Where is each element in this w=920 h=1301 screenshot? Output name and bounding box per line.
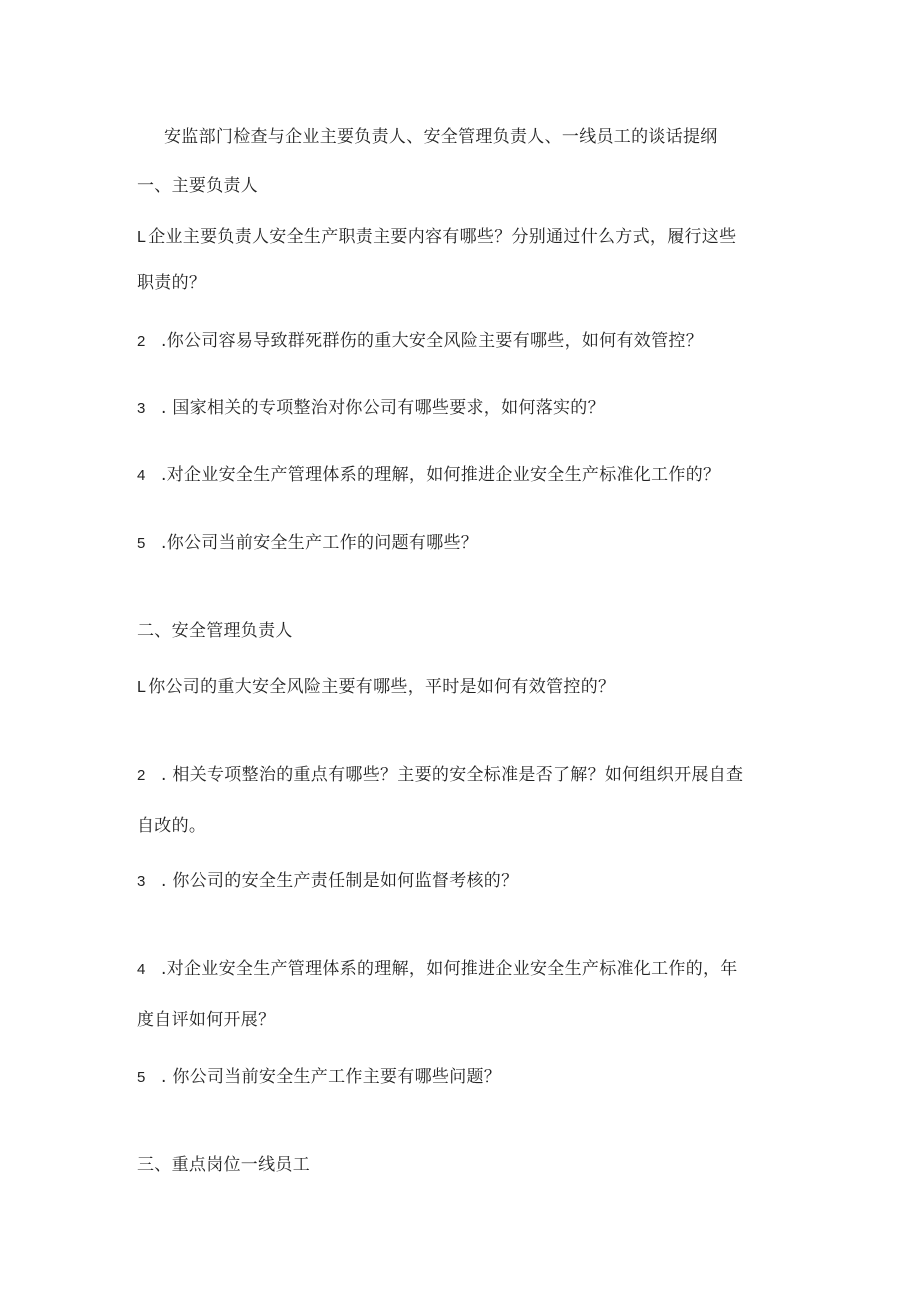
item-text: . 你公司的安全生产责任制是如何监督考核的？	[161, 871, 519, 891]
item-number: 3	[137, 873, 146, 890]
section-heading-3: 三、重点岗位一线员工	[137, 1155, 310, 1175]
item-number: L	[137, 229, 147, 246]
item-text-continuation: 度自评如何开展？	[137, 1010, 276, 1030]
item-text-continuation: 职责的？	[137, 273, 207, 293]
item-text: 你公司的重大安全风险主要有哪些，平时是如何有效管控的？	[148, 677, 616, 697]
list-item	[137, 226, 736, 249]
item-number: L	[137, 679, 147, 696]
item-text: . 相关专项整治的重点有哪些？主要的安全标准是否了解？如何组织开展自查	[161, 765, 744, 785]
item-text: .对企业安全生产管理体系的理解，如何推进企业安全生产标准化工作的，年	[161, 959, 738, 979]
item-text: 企业主要负责人安全生产职责主要内容有哪些？分别通过什么方式，履行这些	[148, 227, 737, 247]
item-number: 4	[137, 961, 146, 978]
item-number: 3	[137, 400, 146, 417]
list-item	[137, 676, 615, 699]
item-number: 4	[137, 467, 146, 484]
document-title: 安监部门检查与企业主要负责人、安全管理负责人、一线员工的谈话提纲	[164, 127, 718, 147]
item-text-continuation: 自改的。	[137, 816, 207, 836]
item-text: . 国家相关的专项整治对你公司有哪些要求，如何落实的？	[161, 398, 605, 418]
list-item	[137, 464, 720, 487]
item-number: 5	[137, 535, 146, 552]
list-item	[137, 532, 478, 555]
list-item	[137, 958, 738, 981]
item-number: 5	[137, 1069, 146, 1086]
item-number: 2	[137, 767, 146, 784]
list-item	[137, 397, 605, 420]
list-item	[137, 1066, 501, 1089]
list-item	[137, 764, 743, 787]
section-heading-2: 二、安全管理负责人	[137, 621, 293, 641]
list-item	[137, 330, 703, 353]
list-item	[137, 870, 518, 893]
section-heading-1: 一、主要负责人	[137, 176, 259, 196]
item-number: 2	[137, 333, 146, 350]
item-text: .你公司当前安全生产工作的问题有哪些？	[161, 533, 479, 553]
item-text: . 你公司当前安全生产工作主要有哪些问题？	[161, 1067, 502, 1087]
item-text: .对企业安全生产管理体系的理解，如何推进企业安全生产标准化工作的？	[161, 465, 721, 485]
item-text: .你公司容易导致群死群伤的重大安全风险主要有哪些，如何有效管控？	[161, 331, 704, 351]
